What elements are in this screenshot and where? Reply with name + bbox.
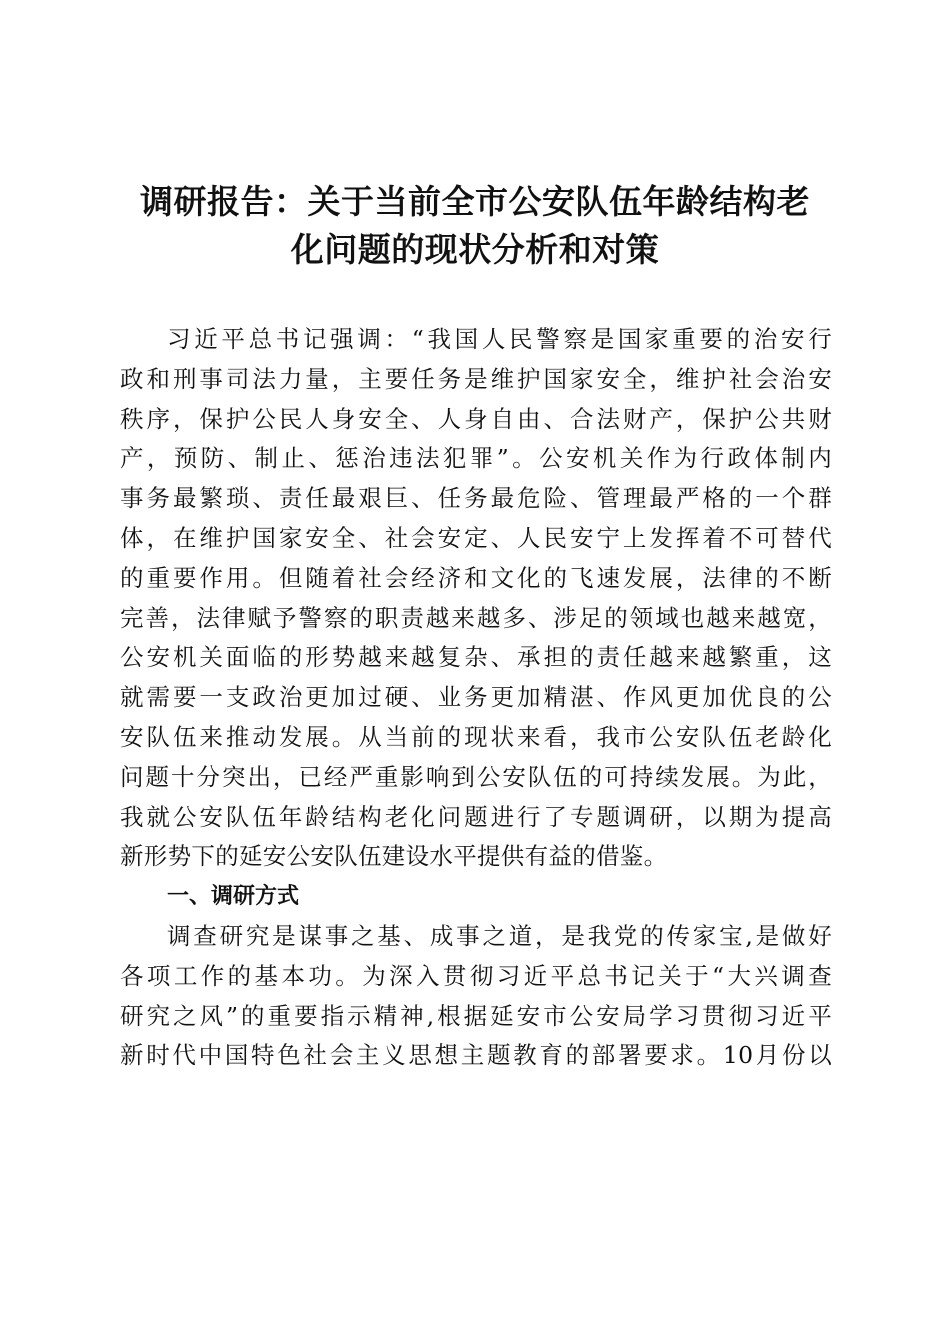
text-line: 新时代中国特色社会主义思想主题教育的部署要求。10月份以: [120, 1041, 832, 1070]
text-line: 调查研究是谋事之基、成事之道，是我党的传家宝,是做好: [167, 921, 832, 950]
text-line: 就需要一支政治更加过硬、业务更加精湛、作风更加优良的公: [120, 683, 832, 712]
text-line: 各项工作的基本功。为深入贯彻习近平总书记关于“大兴调查: [120, 961, 832, 990]
text-line: 研究之风”的重要指示精神,根据延安市公安局学习贯彻习近平: [120, 1001, 832, 1030]
text-line: 问题十分突出，已经严重影响到公安队伍的可持续发展。为此，: [120, 762, 832, 791]
text-line: 体，在维护国家安全、社会安定、人民安宁上发挥着不可替代: [120, 523, 832, 552]
text-line: 事务最繁琐、责任最艰巨、任务最危险、管理最严格的一个群: [120, 484, 832, 513]
text-line: 完善，法律赋予警察的职责越来越多、涉足的领域也越来越宽，: [120, 603, 832, 632]
document-title: [100, 178, 850, 274]
document-body: [120, 320, 832, 1076]
text-line: 秩序，保护公民人身安全、人身自由、合法财产，保护公共财: [120, 404, 832, 433]
title-line: 化问题的现状分析和对策: [290, 230, 660, 269]
paragraph-intro: [120, 320, 832, 877]
title-line: 调研报告：关于当前全市公安队伍年龄结构老: [140, 182, 810, 221]
text-line: 公安机关面临的形势越来越复杂、承担的责任越来越繁重，这: [120, 643, 832, 672]
text-line: 的重要作用。但随着社会经济和文化的飞速发展，法律的不断: [120, 563, 832, 592]
text-line: 习近平总书记强调：“我国人民警察是国家重要的治安行: [167, 325, 832, 353]
text-line: 我就公安队伍年龄结构老化问题进行了专题调研，以期为提高: [120, 802, 832, 831]
section-heading: 一、调研方式: [167, 884, 300, 910]
paragraph-research-method: [120, 917, 832, 1076]
text-line: 新形势下的延安公安队伍建设水平提供有益的借鉴。: [120, 842, 668, 871]
text-line: 产，预防、制止、惩治违法犯罪”。公安机关作为行政体制内: [120, 444, 832, 473]
text-line: 政和刑事司法力量，主要任务是维护国家安全，维护社会治安: [120, 364, 832, 393]
text-line: 安队伍来推动发展。从当前的现状来看，我市公安队伍老龄化: [120, 722, 832, 751]
